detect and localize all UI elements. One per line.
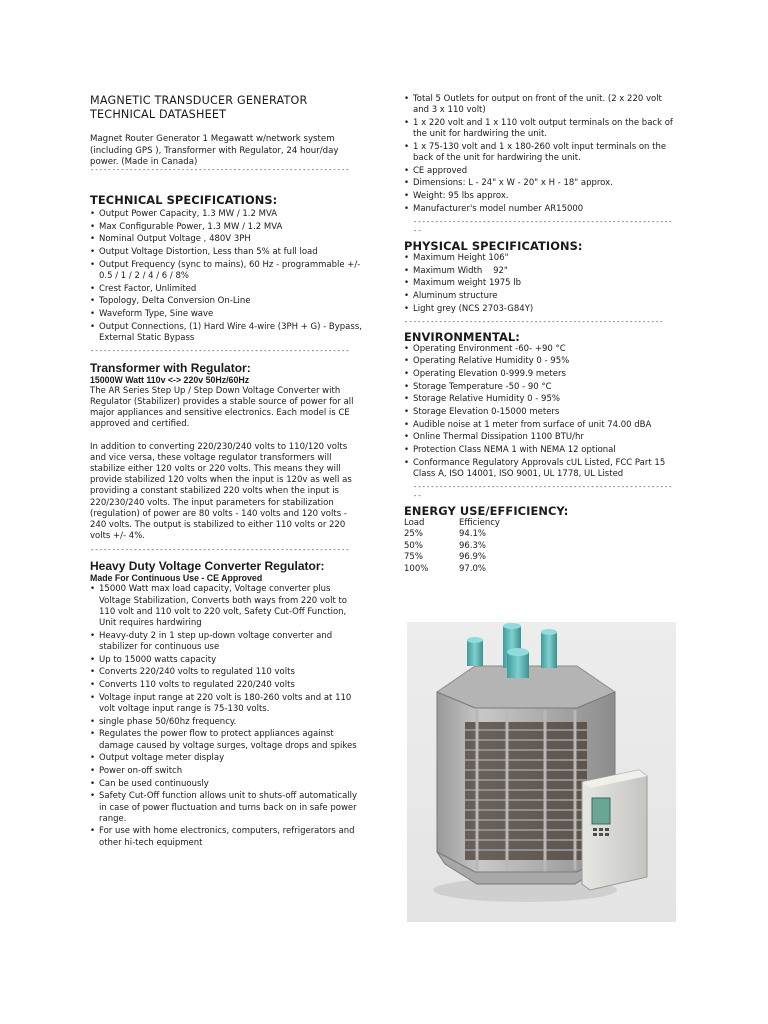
list-item: • Maximum weight 1975 lb [404,278,676,289]
list-item: • Operating Elevation 0-999.9 meters [404,369,676,380]
list-item: • Aluminum structure [404,291,676,302]
heavy-duty-subheading: Made For Continuous Use - CE Approved [90,573,263,584]
intro-line-3: power. (Made in Canada) [90,157,198,167]
list-item: • Output Frequency (sync to mains), 60 Hz - programmable +/- 0.5 / 1 / 2 / 4 / 6 / 8% [90,260,362,282]
section-divider: ------------------------------------------------------------ [413,481,673,491]
intro-paragraph [90,134,362,174]
list-item: • Maximum Width 92" [404,266,676,277]
table-cell-load: 100% [404,563,429,574]
list-item: • Output Connections, (1) Hard Wire 4-wire (3PH + G) - Bypass, External Static Bypass [90,322,362,344]
environmental-heading: ENVIRONMENTAL: [404,329,520,344]
title-line-2: TECHNICAL DATASHEET [90,108,227,121]
table-row [404,541,500,553]
list-item: • 1 x 220 volt and 1 x 110 volt output terminals on the back of the unit for hardwiring the unit. [404,118,676,140]
table-row [404,529,500,541]
heavy-duty-heading: Heavy Duty Voltage Converter Regulator: [90,559,325,574]
section-divider: ------------------------------------------------------------ [404,316,664,326]
list-item: • 15000 Watt max load capacity, Voltage converter plus Voltage Stabilization, Converts both ways from 220 volt to 110 volt and 110 volt to 220 volt, Safety Cut-Off Function, Unit requires hardwiring [90,584,362,629]
generator-product-image [407,622,676,922]
physical-heading: PHYSICAL SPECIFICATIONS: [404,239,583,254]
section-divider: ------------------------------------------------------------ [90,545,350,555]
list-item: • Total 5 Outlets for output on front of the unit. (2 x 220 volt and 3 x 110 volt) [404,94,676,116]
technical-list [90,209,362,344]
table-cell-efficiency: 97.0% [459,563,487,574]
list-item: • Dimensions: L - 24" x W - 20" x H - 18" approx. [404,178,676,189]
transformer-heading: Transformer with Regulator: [90,360,251,375]
list-item: • 1 x 75-130 volt and 1 x 180-260 volt input terminals on the back of the unit for hardwiring the unit. [404,142,676,164]
list-item: • Audible noise at 1 meter from surface of unit 74.00 dBA [404,420,676,431]
list-item: • Topology, Delta Conversion On-Line [90,296,362,307]
control-panel [582,770,647,890]
list-item: • single phase 50/60hz frequency. [90,717,362,728]
table-header-efficiency: Efficiency [459,517,500,528]
list-item: • Storage Temperature -50 - 90 °C [404,382,676,393]
list-item: • Protection Class NEMA 1 with NEMA 12 optional [404,445,676,456]
energy-heading: ENERGY USE/EFFICIENCY: [404,503,569,518]
list-item: • Storage Elevation 0-15000 meters [404,407,676,418]
list-item: • Can be used continuously [90,779,362,790]
table-header-load: Load [404,517,425,528]
environmental-list [404,344,676,481]
section-divider: ------------------------------------------------------------ [413,217,673,227]
list-item: • Light grey (NCS 2703-G84Y) [404,304,676,315]
table-header-row [404,518,500,530]
list-item: • Crest Factor, Unlimited [90,284,362,295]
list-item: • Operating Environment -60- +90 °C [404,344,676,355]
table-row [404,552,500,564]
transformer-paragraph-2: In addition to converting 220/230/240 volts to 110/120 volts and vice versa, these voltage regulator transformers will stabilize either 120 volts or 220 volts. This means they will provide stabilized 120 volts when the input is 120v as well as providing a constant stabilized 220 volts when the input is 220/230/240 volts. The input parameters for stabilization (regulation) of power are 80 volts - 140 volts and 120 volts - 240 volts. The output is stabilized to either 110 volts or 220 volts +/- 4%. [90,441,352,542]
right-column [404,94,676,575]
list-item: • Converts 110 volts to regulated 220/240 volts [90,680,362,691]
section-divider: ------------------------------------------------------------ [90,345,350,355]
list-item: • Output Voltage Distortion, Less than 5% at full load [90,247,362,258]
list-item: • Storage Relative Humidity 0 - 95% [404,394,676,405]
intro-divider: ------------------------------------------------------------ [90,164,350,174]
list-item: • Online Thermal Dissipation 1100 BTU/hr [404,432,676,443]
intro-line-1: Magnet Router Generator 1 Megawatt w/network system [90,134,335,144]
list-item: • Output Power Capacity, 1.3 MW / 1.2 MVA [90,209,362,220]
list-item: • Converts 220/240 volts to regulated 110 volts [90,667,362,678]
list-item: • Output voltage meter display [90,753,362,764]
list-item: • Safety Cut-Off function allows unit to shuts-off automatically in case of power fluctuation and turns back on in safe power range. [90,791,362,825]
list-item: • Conformance Regulatory Approvals cUL Listed, FCC Part 15 Class A, ISO 14001, ISO 9001, UL 1778, UL Listed [404,458,676,480]
table-cell-efficiency: 96.3% [459,540,487,551]
list-item: • Regulates the power flow to protect appliances against damage caused by voltage surges, voltage drops and spikes [90,729,362,751]
list-item: • Up to 15000 watts capacity [90,655,362,666]
heavy-duty-list [90,584,362,848]
document-title [90,94,308,122]
list-item: • Maximum Height 106" [404,253,676,264]
list-item: • Nominal Output Voltage , 480V 3PH [90,234,362,245]
list-item: • For use with home electronics, computers, refrigerators and other hi-tech equipment [90,826,362,848]
transformer-subheading: 15000W Watt 110v <-> 220v 50Hz/60Hz [90,374,250,385]
table-cell-efficiency: 96.9% [459,552,487,563]
table-row [404,564,500,576]
list-item: • Manufacturer's model number AR15000 [404,204,676,215]
efficiency-table [404,518,500,576]
unit-features-list [404,94,676,215]
technical-heading: TECHNICAL SPECIFICATIONS: [90,193,278,207]
table-cell-load: 25% [404,529,423,540]
table-cell-load: 75% [404,552,423,563]
physical-list [404,253,676,315]
panel-display [592,798,610,824]
list-item: • Max Configurable Power, 1.3 MW / 1.2 MVA [90,222,362,233]
list-item: • Voltage input range at 220 volt is 180-260 volts and at 110 volt voltage input range is 75-130 volts. [90,693,362,715]
divider-tail: -- [413,226,422,236]
list-item: • Waveform Type, Sine wave [90,309,362,320]
list-item: • Heavy-duty 2 in 1 step up-down voltage converter and stabilizer for continuous use [90,631,362,653]
transformer-paragraph-1: The AR Series Step Up / Step Down Voltage Converter with Regulator (Stabilizer) provides a stable source of power for all major appliances and sensitive electronics. Each model is CE approved and certified. [90,385,354,430]
list-item: • Operating Relative Humidity 0 - 95% [404,356,676,367]
intro-line-2: (including GPS ), Transformer with Regulator, 24 hour/day [90,145,339,156]
list-item: • Power on-off switch [90,766,362,777]
list-item: • Weight: 95 lbs approx. [404,191,676,202]
left-column [90,193,362,850]
title-line-1: MAGNETIC TRANSDUCER GENERATOR [90,94,308,107]
divider-tail: -- [413,490,422,500]
generator-illustration [407,622,676,922]
list-item: • CE approved [404,166,676,177]
table-cell-efficiency: 94.1% [459,529,487,540]
table-cell-load: 50% [404,540,423,551]
